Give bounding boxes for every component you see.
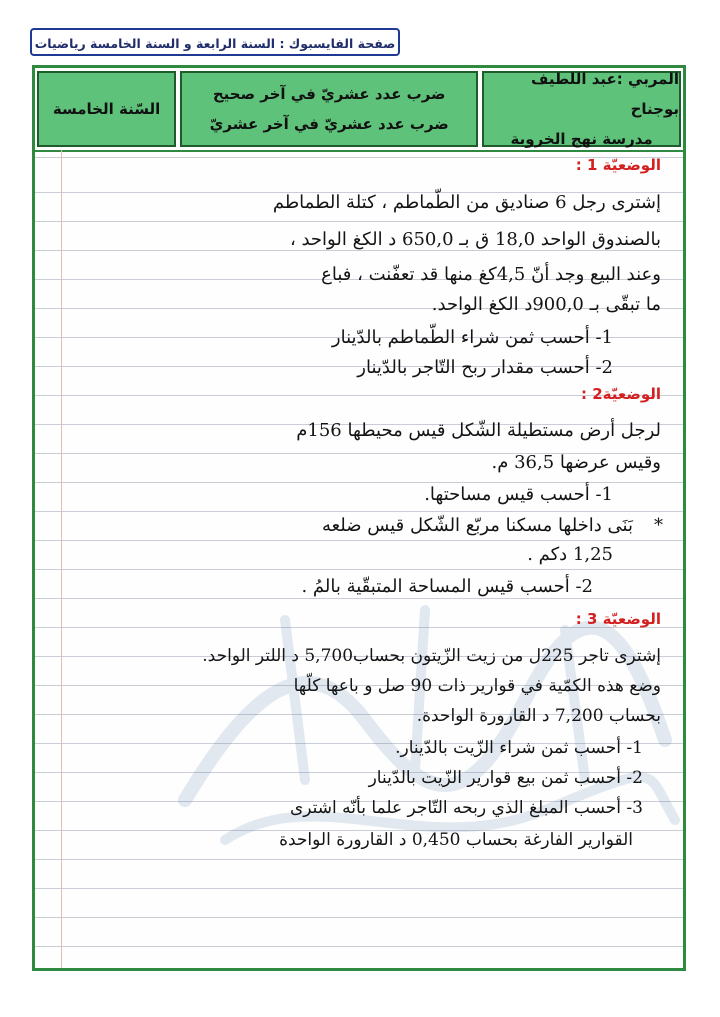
teacher-cell — [482, 71, 681, 147]
situation-1-question-1: 1- أحسب ثمن شراء الطّماطم بالدّينار — [331, 327, 613, 348]
situation-2-question-2: 2- أحسب قيس المساحة المتبقّية بالمُ . — [301, 576, 593, 597]
bullet-mark: * — [654, 515, 663, 536]
situation-3-title: الوضعيّة 3 : — [575, 610, 661, 628]
situation-1-line-4: ما تبقّى بـ 900,0د الكغ الواحد. — [431, 294, 661, 315]
situation-2-line-4-text: بَنَى داخلها مسكنا مربّع الشّكل قيس ضلعه — [321, 515, 633, 536]
teacher-name: المربي :عبد اللطيف بوجناح — [531, 70, 679, 118]
situation-3-question-3: 3- أحسب المبلغ الذي ربحه التّاجر علما بأنّه اشترى — [289, 798, 643, 818]
margin-line — [61, 150, 62, 968]
situation-2-question-1: 1- أحسب قيس مساحتها. — [424, 484, 613, 505]
situation-1-line-3: وعند البيع وجد أنّ 4,5كغ منها قد تعفّنت ، فباع — [321, 264, 661, 285]
grade-cell — [37, 71, 176, 147]
situation-1-line-1: إشترى رجل 6 صناديق من الطّماطم ، كتلة الطماطم — [272, 192, 661, 213]
situation-2-line-4 — [321, 515, 663, 536]
topic-line-2: ضرب عدد عشريّ في آخر عشريّ — [209, 115, 449, 133]
topic-cell — [180, 71, 478, 147]
header-table — [35, 68, 683, 152]
situation-3-line-1: إشترى تاجر 225ل من زيت الزّيتون بحساب5,700 د اللتر الواحد. — [202, 646, 661, 666]
situation-1-question-2: 2- أحسب مقدار ربح التّاجر بالدّينار — [357, 357, 613, 378]
situation-3-line-2: وضع هذه الكمّية في قوارير ذات 90 صل و باعها كلّها — [293, 676, 661, 696]
situation-1-line-2: بالصندوق الواحد 18,0 ق بـ 650,0 د الكغ الواحد ، — [289, 229, 661, 250]
situation-2-line-5: 1,25 دكم . — [527, 544, 613, 565]
situation-2-line-1: لرجل أرض مستطيلة الشّكل قيس محيطها 156م — [296, 420, 661, 441]
situation-2-line-2: وقيس عرضها 36,5 م. — [491, 452, 661, 473]
situation-3-question-1: 1- أحسب ثمن شراء الزّيت بالدّينار. — [395, 738, 643, 758]
situation-1-title: الوضعيّة 1 : — [575, 156, 661, 174]
worksheet — [32, 65, 686, 971]
situation-3-line-3: بحساب 7,200 د القارورة الواحدة. — [416, 706, 661, 726]
top-tag: صفحة الفايسبوك : السنة الرابعة و السنة الخامسة رياضيات — [30, 28, 400, 56]
situation-2-title: الوضعيّة2 : — [580, 385, 661, 403]
situation-3-question-2: 2- أحسب ثمن بيع قوارير الزّيت بالدّينار — [368, 768, 643, 788]
topic-line-1: ضرب عدد عشريّ في آخر صحيح — [212, 85, 446, 103]
school-name: مدرسة نهج الخروبة — [510, 130, 653, 148]
situation-3-line-7: القوارير الفارغة بحساب 0,450 د القارورة الواحدة — [279, 830, 633, 850]
grade-label: السّنة الخامسة — [52, 100, 161, 118]
ruled-page — [35, 150, 683, 968]
